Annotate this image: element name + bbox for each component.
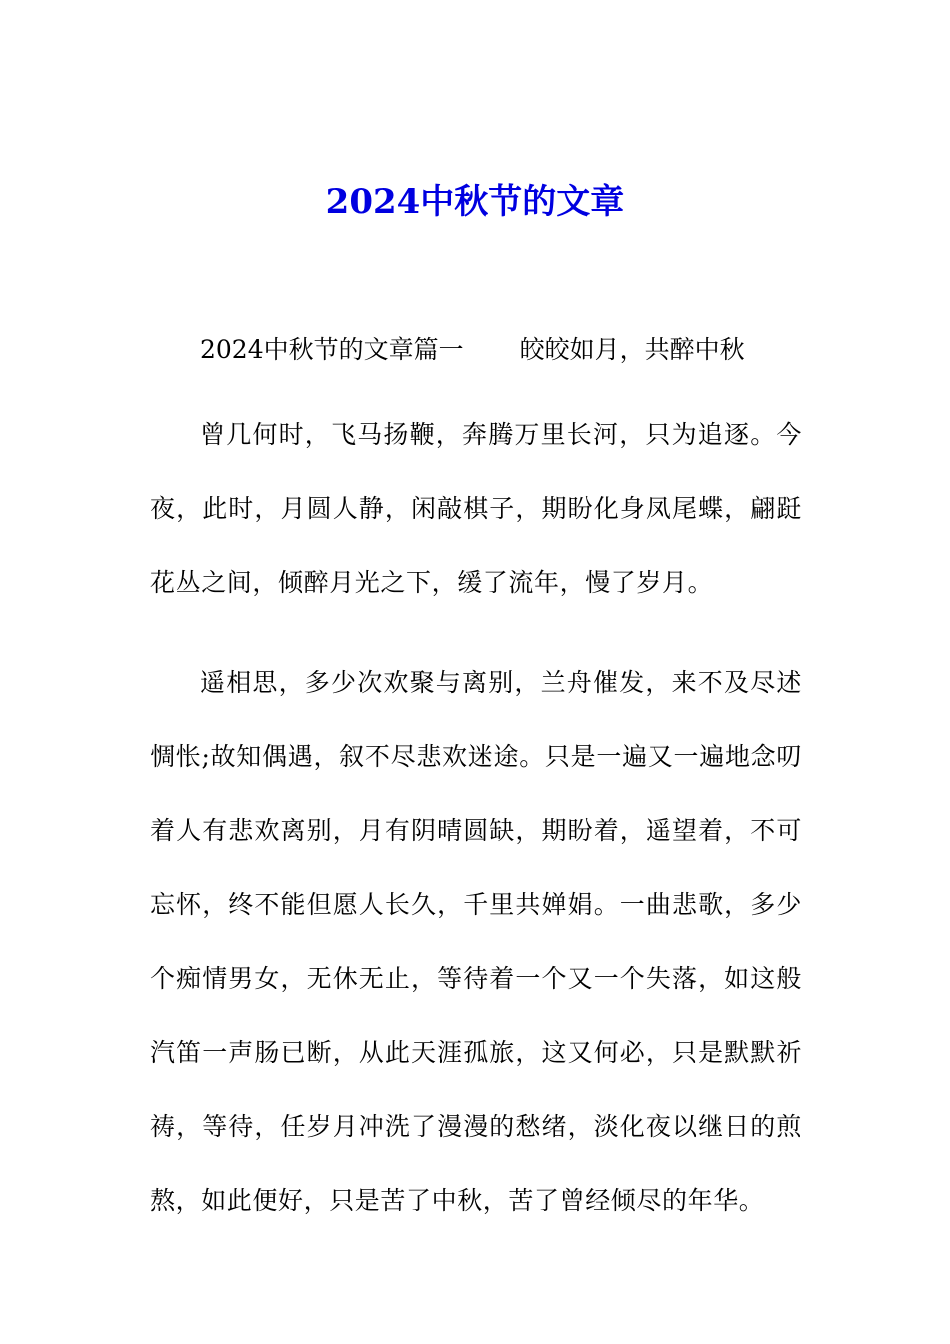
document-body [150, 326, 802, 1238]
document-title: 2024中秋节的文章 [325, 182, 625, 222]
paragraph-2: 遥相思，多少次欢聚与离别，兰舟催发，来不及尽述惆怅;故知偶遇，叙不尽悲欢迷途。只是一遍又一遍地念叨着人有悲欢离别，月有阴晴圆缺，期盼着，遥望着，不可忘怀，终不能但愿人长久，千里共婵娟。一曲悲歌，多少个痴情男女，无休无止，等待着一个又一个失落，如这般汽笛一声肠已断，从此天涯孤旅，这又何必，只是默默祈祷，等待，任岁月冲洗了漫漫的愁绪，淡化夜以继日的煎熬，如此便好，只是苦了中秋，苦了曾经倾尽的年华。 [150, 668, 802, 1215]
section-heading-label: 2024中秋节的文章篇一 [200, 335, 464, 364]
section-heading [150, 326, 802, 374]
paragraph-1: 曾几何时，飞马扬鞭，奔腾万里长河，只为追逐。今夜，此时，月圆人静，闲敲棋子，期盼化身凤尾蝶，翩跹花丛之间，倾醉月光之下，缓了流年，慢了岁月。 [150, 420, 802, 597]
section-heading-subtitle: 皎皎如月，共醉中秋 [519, 335, 745, 364]
